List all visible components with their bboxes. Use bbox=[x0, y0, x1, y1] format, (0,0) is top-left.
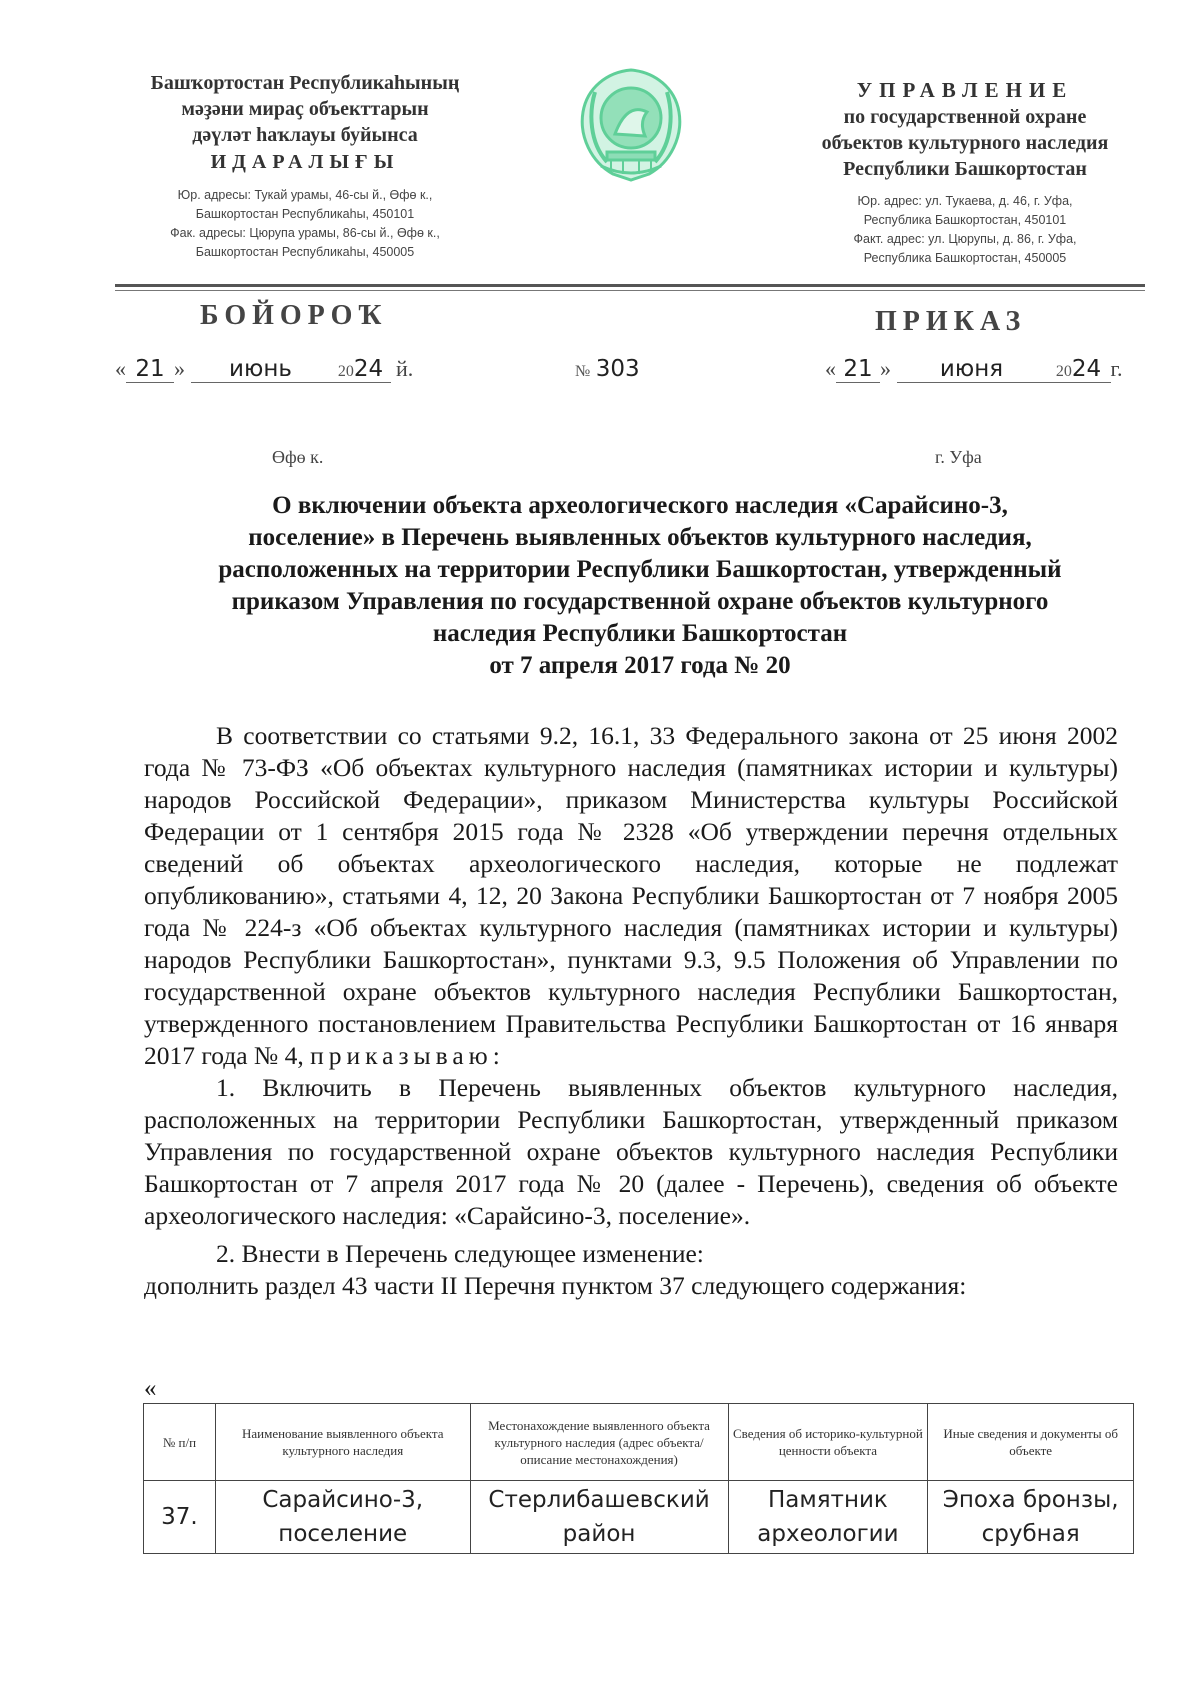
table-cell: Эпоха бронзы, срубная bbox=[928, 1481, 1134, 1554]
date-month: июня bbox=[897, 356, 1047, 383]
date-year-suffix: 24 bbox=[1071, 356, 1102, 382]
address-line: Факт. адрес: ул. Цюрупы, д. 86, г. Уфа, bbox=[853, 232, 1077, 246]
letterhead-russian-line4: Республики Башкортостан bbox=[843, 158, 1087, 180]
heading-line: от 7 апреля 2017 года № 20 bbox=[489, 652, 791, 679]
address-line: Башкортостан Республикаһы, 450101 bbox=[195, 207, 415, 221]
heading-line: расположенных на территории Республики Башкортостан, утвержденный bbox=[218, 556, 1062, 583]
date-bashkir bbox=[115, 356, 413, 383]
table-header-cell: № п/п bbox=[144, 1404, 216, 1481]
date-day: 21 bbox=[126, 356, 174, 383]
date-month: июнь bbox=[191, 356, 331, 383]
heading-line: наследия Республики Башкортостан bbox=[432, 620, 848, 647]
table-cell: Стерлибашевский район bbox=[470, 1481, 728, 1554]
address-line: Башкортостан Республикаһы, 450005 bbox=[195, 245, 415, 259]
table-row bbox=[144, 1481, 1134, 1554]
table-header-cell: Местонахождение выявленного объекта культурного наследия (адрес объекта/описание местонахождения) bbox=[470, 1404, 728, 1481]
title-russian: ПРИКАЗ bbox=[875, 306, 1027, 337]
letterhead-bashkir bbox=[100, 70, 510, 262]
table-cell: 37. bbox=[144, 1481, 216, 1554]
table-header-row bbox=[144, 1404, 1134, 1481]
letterhead-bashkir-line3: дәүләт һаҡлауы буйынса bbox=[192, 124, 418, 146]
objects-table bbox=[143, 1403, 1134, 1554]
preamble-paragraph bbox=[144, 720, 1118, 1072]
date-year-mark: г. bbox=[1110, 356, 1123, 381]
address-line: Юр. адресы: Тукай урамы, 46-сы й., Өфө к., bbox=[177, 188, 433, 202]
item-2-paragraph: 2. Внести в Перечень следующее изменение: bbox=[216, 1239, 704, 1268]
table-header-cell: Сведения об историко-культурной ценности объекта bbox=[728, 1404, 928, 1481]
letterhead-bashkir-address bbox=[100, 186, 510, 262]
letterhead-russian-address bbox=[780, 192, 1150, 268]
letterhead-bashkir-line4: ИДАРАЛЫҒЫ bbox=[210, 151, 400, 173]
table-open-quote: « bbox=[144, 1375, 157, 1402]
table-cell: Сарайсино-3, поселение bbox=[215, 1481, 470, 1554]
city-russian: г. Уфа bbox=[935, 447, 982, 467]
order-heading bbox=[140, 490, 1140, 682]
date-close-quote: » bbox=[174, 356, 185, 381]
order-word: приказываю: bbox=[310, 1041, 505, 1070]
title-bashkir: БОЙОРОҠ bbox=[200, 300, 388, 331]
address-line: Республика Башкортостан, 450005 bbox=[863, 251, 1067, 265]
header-divider-thick bbox=[115, 284, 1145, 287]
date-year-mark: й. bbox=[396, 356, 414, 381]
item-1-paragraph: 1. Включить в Перечень выявленных объектов культурного наследия, расположенных на территории Республики Башкортостан, утвержденный приказом Управления по государственной охране объектов культурного наследия Республики Башкортостан от 7 апреля 2017 года № 20 (далее - Перечень), сведения об объекте археологического наследия: «Сарайсино-3, поселение». bbox=[144, 1073, 1118, 1230]
letterhead-bashkir-line1: Башҡортостан Республикаһының bbox=[150, 72, 460, 94]
letterhead-russian-line2: по государственной охране bbox=[843, 106, 1087, 128]
heading-line: приказом Управления по государственной охране объектов культурного bbox=[231, 588, 1049, 615]
date-russian bbox=[825, 356, 1123, 383]
number-label: № bbox=[575, 363, 591, 380]
table-header-cell: Наименование выявленного объекта культурного наследия bbox=[215, 1404, 470, 1481]
date-day: 21 bbox=[836, 356, 880, 383]
date-open-quote: « bbox=[825, 356, 836, 381]
preamble-text: В соответствии со статьями 9.2, 16.1, 33 Федерального закона от 25 июня 2002 года № 73-ФЗ «Об объектах культурного наследия (памятниках истории и культуры) народов Российской Федерации», приказом Министерства культуры Российской Федерации от 1 сентября 2015 года № 2328 «Об утверждении перечня отдельных сведений об объектах археологического наследия, которые не подлежат опубликованию», статьями 4, 12, 20 Закона Республики Башкортостан от 7 ноября 2005 года № 224-з «Об объектах культурного наследия (памятниках истории и культуры) народов Республики Башкортостан», пунктами 9.3, 9.5 Положения об Управлении по государственной охране объектов культурного наследия Республики Башкортостан, утвержденного постановлением Правительства Республики Башкортостан от 16 января 2017 года № 4, bbox=[144, 721, 1118, 1070]
letterhead-russian-line1: УПРАВЛЕНИЕ bbox=[856, 78, 1074, 102]
date-year-suffix: 24 bbox=[353, 356, 384, 382]
date-open-quote: « bbox=[115, 356, 126, 381]
table-cell: Памятник археологии bbox=[728, 1481, 928, 1554]
letterhead-bashkir-line2: мәҙәни мираҫ объекттарын bbox=[181, 98, 429, 120]
date-year-prefix: 20 bbox=[337, 363, 354, 380]
letterhead-russian-line3: объектов культурного наследия bbox=[821, 132, 1109, 154]
header-divider-thin bbox=[115, 290, 1145, 291]
heading-line: поселение» в Перечень выявленных объектов культурного наследия, bbox=[248, 524, 1032, 551]
table-header-cell: Иные сведения и документы об объекте bbox=[928, 1404, 1134, 1481]
order-body bbox=[144, 720, 1118, 1302]
address-line: Фак. адресы: Цюрупа урамы, 86-сы й., Өфө к., bbox=[170, 226, 440, 240]
heading-line: О включении объекта археологического наследия «Сарайсино-3, bbox=[272, 492, 1008, 519]
city-bashkir: Өфө к. bbox=[272, 447, 324, 467]
address-line: Республика Башкортостан, 450101 bbox=[863, 213, 1067, 227]
date-close-quote: » bbox=[880, 356, 891, 381]
date-year-prefix: 20 bbox=[1055, 363, 1072, 380]
number-value: 303 bbox=[595, 356, 640, 382]
letterhead-russian bbox=[780, 76, 1150, 268]
document-number bbox=[575, 356, 640, 382]
address-line: Юр. адрес: ул. Тукаева, д. 46, г. Уфа, bbox=[857, 194, 1073, 208]
item-2-detail: дополнить раздел 43 части II Перечня пунктом 37 следующего содержания: bbox=[144, 1271, 967, 1300]
emblem-icon bbox=[567, 62, 695, 190]
